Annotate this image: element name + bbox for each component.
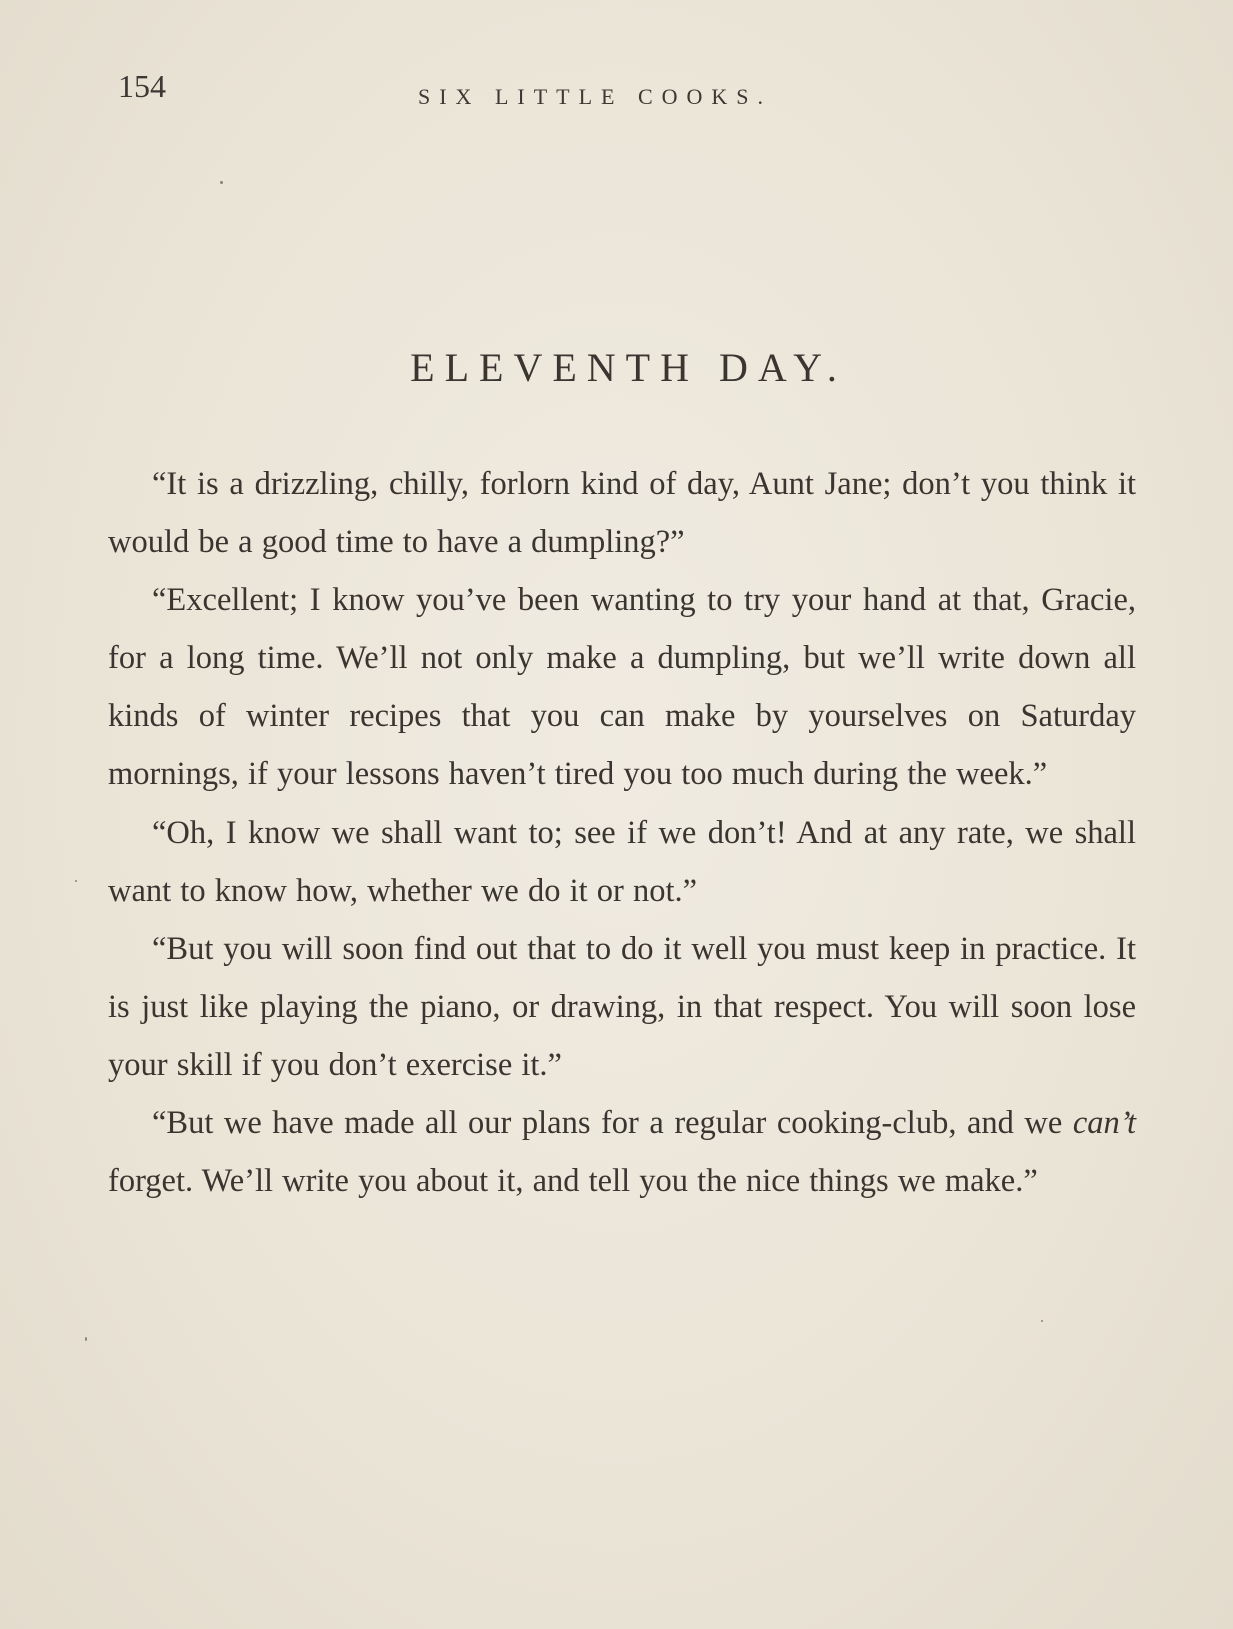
paragraph: “Oh, I know we shall want to; see if we don’t! And at any rate, we shall want to know how, whether we do it or not.” bbox=[108, 814, 1136, 909]
paragraph: “But you will soon find out that to do it well you must keep in practice. It is just like playing the piano, or drawing, in that respect. You will soon lose your skill if you don’t exercise it.” bbox=[108, 930, 1136, 1083]
paper-speck bbox=[85, 1337, 87, 1341]
paragraph bbox=[108, 1094, 1136, 1210]
emphasized-word: can’t bbox=[1072, 1105, 1136, 1142]
body-text bbox=[108, 455, 1136, 1210]
paragraph: “It is a drizzling, chilly, forlorn kind of day, Aunt Jane; don’t you think it would be a good time to have a dumpling?” bbox=[108, 466, 1136, 561]
chapter-title: ELEVENTH DAY. bbox=[410, 345, 847, 390]
paragraph-text: “But we have made all our plans for a regular cooking-club, and we bbox=[152, 1105, 1073, 1142]
page-number: 154 bbox=[118, 68, 166, 104]
paper-speck bbox=[220, 181, 223, 184]
paper-speck bbox=[75, 880, 77, 882]
paper-speck bbox=[1041, 1320, 1043, 1322]
paragraph-text: forget. We’ll write you about it, and tell you the nice things we make.” bbox=[108, 1163, 1038, 1200]
paragraph: “Excellent; I know you’ve been wanting to try your hand at that, Gracie, for a long time. We’ll not only make a dumpling, but we’ll write down all kinds of winter recipes that you can make by yourselves on Saturday mornings, if your lessons haven’t tired you too much during the week.” bbox=[108, 582, 1136, 793]
running-head: SIX LITTLE COOKS. bbox=[418, 84, 773, 109]
